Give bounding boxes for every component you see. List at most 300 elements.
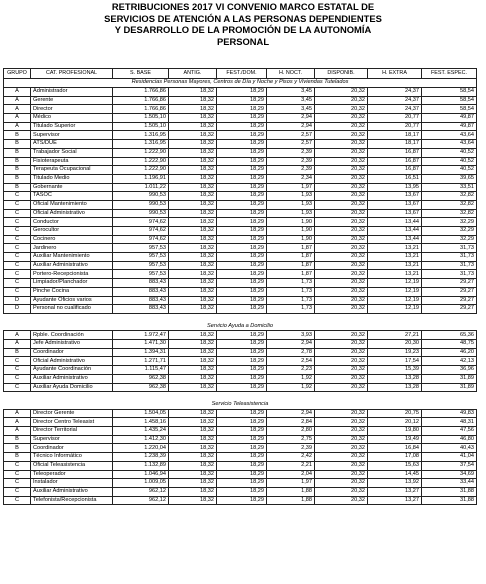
- table-cell: 1,92: [267, 374, 315, 383]
- table-cell: 2,84: [267, 418, 315, 427]
- table-cell: C: [4, 244, 31, 253]
- table-cell: 18,29: [217, 287, 267, 296]
- table-row: [4, 479, 477, 488]
- table-cell: 1.412,30: [113, 435, 169, 444]
- table-cell: D: [4, 305, 31, 314]
- table-cell: 18,29: [217, 105, 267, 114]
- table-cell: 2,39: [267, 166, 315, 175]
- table-cell: 49,87: [422, 114, 477, 123]
- header-cell: DISPONIB.: [315, 69, 368, 79]
- table-cell: Gobernante: [31, 183, 113, 192]
- table-cell: 32,82: [422, 192, 477, 201]
- table-cell: 962,12: [113, 487, 169, 496]
- table-cell: 20,32: [315, 305, 368, 314]
- table-cell: 13,21: [368, 253, 422, 262]
- table-cell: 20,32: [315, 105, 368, 114]
- table-cell: 18,32: [169, 409, 217, 418]
- table-cell: 1.009,05: [113, 479, 169, 488]
- title-line: RETRIBUCIONES 2017 VI CONVENIO MARCO ESTATAL DE: [111, 1, 375, 12]
- table-row: [4, 218, 477, 227]
- table-cell: 18,29: [217, 305, 267, 314]
- table-cell: 18,32: [169, 122, 217, 131]
- table-cell: 18,32: [169, 96, 217, 105]
- table-cell: 1.972,47: [113, 331, 169, 340]
- table-cell: 3,45: [267, 96, 315, 105]
- table-cell: Titulado Superior: [31, 122, 113, 131]
- table-cell: 18,32: [169, 261, 217, 270]
- table-cell: Auxiliar Ayuda Domicilio: [31, 383, 113, 392]
- table-row: [4, 296, 477, 305]
- table-cell: 20,32: [315, 253, 368, 262]
- table-cell: 18,29: [217, 174, 267, 183]
- table-row: [4, 366, 477, 375]
- table-cell: 1,97: [267, 479, 315, 488]
- table-cell: 20,32: [315, 174, 368, 183]
- table-cell: 18,32: [169, 157, 217, 166]
- table-row: [4, 244, 477, 253]
- table-row: [4, 287, 477, 296]
- table-cell: 1,93: [267, 209, 315, 218]
- table-cell: B: [4, 183, 31, 192]
- table-row: [4, 305, 477, 314]
- table-cell: 1,73: [267, 287, 315, 296]
- table-cell: 974,62: [113, 235, 169, 244]
- table-cell: 20,32: [315, 114, 368, 123]
- table-cell: 18,32: [169, 444, 217, 453]
- table-cell: 883,43: [113, 279, 169, 288]
- table-cell: B: [4, 453, 31, 462]
- table-row: [4, 383, 477, 392]
- table-cell: 2,94: [267, 340, 315, 349]
- table-cell: 18,29: [217, 192, 267, 201]
- table-cell: 1.238,39: [113, 453, 169, 462]
- table-cell: 18,29: [217, 348, 267, 357]
- table-cell: 18,29: [217, 253, 267, 262]
- table-cell: TASOC: [31, 192, 113, 201]
- table-cell: 3,45: [267, 105, 315, 114]
- table-cell: 20,32: [315, 427, 368, 436]
- table-cell: 18,32: [169, 383, 217, 392]
- table-cell: C: [4, 270, 31, 279]
- table-cell: C: [4, 496, 31, 505]
- table-cell: 20,32: [315, 383, 368, 392]
- table-cell: 1,88: [267, 487, 315, 496]
- table-cell: 13,28: [368, 383, 422, 392]
- section-gap: [4, 313, 477, 322]
- table-cell: Telefonista/Recepcionista: [31, 496, 113, 505]
- table-cell: 1.132,89: [113, 461, 169, 470]
- table-cell: 883,43: [113, 305, 169, 314]
- table-cell: C: [4, 366, 31, 375]
- table-cell: 12,19: [368, 296, 422, 305]
- table-cell: 20,32: [315, 357, 368, 366]
- table-cell: 18,32: [169, 357, 217, 366]
- table-cell: C: [4, 218, 31, 227]
- table-cell: 20,32: [315, 418, 368, 427]
- table-cell: 18,29: [217, 148, 267, 157]
- table-cell: 13,27: [368, 487, 422, 496]
- table-cell: Médico: [31, 114, 113, 123]
- header-cell: CAT. PROFESIONAL: [31, 69, 113, 79]
- header-cell: FEST. ESPEC.: [422, 69, 477, 79]
- table-cell: Teleoperador: [31, 470, 113, 479]
- table-cell: 18,32: [169, 200, 217, 209]
- table-cell: 18,29: [217, 209, 267, 218]
- section-heading-row: [4, 401, 477, 410]
- table-cell: Auxiliar Administrativo: [31, 374, 113, 383]
- table-cell: Técnico Informático: [31, 453, 113, 462]
- table-cell: 13,21: [368, 261, 422, 270]
- table-cell: 13,95: [368, 183, 422, 192]
- table-cell: 32,29: [422, 218, 477, 227]
- table-cell: 1.115,47: [113, 366, 169, 375]
- table-cell: Supervisor: [31, 435, 113, 444]
- table-cell: 46,20: [422, 348, 477, 357]
- table-cell: 20,32: [315, 287, 368, 296]
- table-cell: Cocinero: [31, 235, 113, 244]
- table-cell: 18,29: [217, 470, 267, 479]
- table-cell: 31,73: [422, 253, 477, 262]
- table-cell: 20,32: [315, 88, 368, 97]
- table-cell: 20,32: [315, 470, 368, 479]
- table-row: [4, 200, 477, 209]
- table-cell: 33,51: [422, 183, 477, 192]
- table-cell: 18,29: [217, 374, 267, 383]
- table-cell: Jefe Administrativo: [31, 340, 113, 349]
- table-cell: A: [4, 122, 31, 131]
- section-heading: Residencias Personas Mayores, Centros de Día y Noche y Pisos y Viviendas Tutelados: [4, 79, 477, 88]
- table-cell: C: [4, 253, 31, 262]
- table-cell: 957,53: [113, 253, 169, 262]
- table-cell: 20,32: [315, 261, 368, 270]
- gap-cell: [4, 392, 477, 401]
- table-cell: 18,32: [169, 418, 217, 427]
- table-cell: 18,29: [217, 244, 267, 253]
- table-cell: 1,87: [267, 261, 315, 270]
- table-row: [4, 253, 477, 262]
- table-cell: 19,49: [368, 435, 422, 444]
- table-cell: 41,04: [422, 453, 477, 462]
- table-cell: B: [4, 348, 31, 357]
- table-cell: 65,36: [422, 331, 477, 340]
- table-cell: 18,32: [169, 496, 217, 505]
- table-cell: 31,73: [422, 244, 477, 253]
- title-line: Y DESARROLLO DE LA PROMOCIÓN DE LA AUTONOMÍA: [114, 24, 372, 35]
- table-cell: A: [4, 427, 31, 436]
- table-cell: 16,87: [368, 148, 422, 157]
- table-cell: Pinche Cocina: [31, 287, 113, 296]
- table-cell: C: [4, 235, 31, 244]
- table-row: [4, 209, 477, 218]
- table-cell: 962,38: [113, 374, 169, 383]
- table-cell: 20,32: [315, 479, 368, 488]
- table-cell: 1.316,95: [113, 140, 169, 149]
- table-cell: 32,29: [422, 227, 477, 236]
- table-cell: C: [4, 357, 31, 366]
- table-cell: 31,73: [422, 270, 477, 279]
- table-row: [4, 427, 477, 436]
- table-cell: 20,32: [315, 157, 368, 166]
- table-cell: 18,32: [169, 227, 217, 236]
- table-cell: 1.394,31: [113, 348, 169, 357]
- table-cell: 18,29: [217, 261, 267, 270]
- table-cell: 13,27: [368, 496, 422, 505]
- table-cell: 990,53: [113, 200, 169, 209]
- table-cell: 18,32: [169, 218, 217, 227]
- table-cell: A: [4, 96, 31, 105]
- table-cell: 40,52: [422, 148, 477, 157]
- table-cell: Oficial Administrativo: [31, 209, 113, 218]
- table-cell: 18,32: [169, 287, 217, 296]
- table-row: [4, 114, 477, 123]
- table-cell: 12,19: [368, 305, 422, 314]
- table-cell: 31,88: [422, 496, 477, 505]
- table-cell: C: [4, 479, 31, 488]
- table-cell: 1,88: [267, 496, 315, 505]
- table-cell: 20,32: [315, 148, 368, 157]
- table-cell: 18,32: [169, 166, 217, 175]
- table-row: [4, 453, 477, 462]
- table-cell: 48,75: [422, 340, 477, 349]
- table-cell: 20,32: [315, 487, 368, 496]
- table-cell: 31,89: [422, 374, 477, 383]
- section-heading-row: [4, 322, 477, 331]
- table-cell: C: [4, 261, 31, 270]
- table-cell: 13,44: [368, 218, 422, 227]
- table-cell: Coordinador: [31, 348, 113, 357]
- table-row: [4, 174, 477, 183]
- table-cell: 36,96: [422, 366, 477, 375]
- table-cell: 1,92: [267, 383, 315, 392]
- table-cell: 20,32: [315, 122, 368, 131]
- table-cell: 43,64: [422, 131, 477, 140]
- table-cell: Auxiliar Administrativo: [31, 487, 113, 496]
- table-cell: 1.458,16: [113, 418, 169, 427]
- table-cell: Jardinero: [31, 244, 113, 253]
- table-row: [4, 88, 477, 97]
- table-cell: 20,32: [315, 218, 368, 227]
- table-cell: Supervisor: [31, 131, 113, 140]
- table-cell: 1,97: [267, 183, 315, 192]
- table-cell: 3,45: [267, 88, 315, 97]
- table-cell: 18,32: [169, 453, 217, 462]
- table-cell: 37,54: [422, 461, 477, 470]
- table-cell: 18,32: [169, 461, 217, 470]
- table-cell: 29,27: [422, 305, 477, 314]
- table-cell: 20,32: [315, 279, 368, 288]
- table-cell: 1.196,91: [113, 174, 169, 183]
- table-cell: A: [4, 418, 31, 427]
- table-row: [4, 183, 477, 192]
- table-cell: 18,32: [169, 479, 217, 488]
- table-cell: 29,27: [422, 279, 477, 288]
- table-cell: 34,69: [422, 470, 477, 479]
- table-cell: Director Gerente: [31, 409, 113, 418]
- table-cell: 20,32: [315, 453, 368, 462]
- table-cell: 18,29: [217, 88, 267, 97]
- table-cell: 20,32: [315, 435, 368, 444]
- table-cell: Director Centro Teleasist: [31, 418, 113, 427]
- table-cell: 18,32: [169, 131, 217, 140]
- table-cell: 18,32: [169, 279, 217, 288]
- table-cell: 1.435,24: [113, 427, 169, 436]
- table-cell: 20,30: [368, 340, 422, 349]
- table-cell: 2,94: [267, 122, 315, 131]
- table-cell: 974,62: [113, 218, 169, 227]
- table-row: [4, 166, 477, 175]
- table-cell: 2,57: [267, 140, 315, 149]
- table-cell: 18,29: [217, 166, 267, 175]
- table-cell: 18,29: [217, 218, 267, 227]
- table-cell: 18,29: [217, 435, 267, 444]
- table-cell: 2,23: [267, 366, 315, 375]
- table-cell: 1,87: [267, 253, 315, 262]
- table-cell: 18,29: [217, 270, 267, 279]
- table-cell: 18,17: [368, 140, 422, 149]
- table-cell: Auxiliar Mantenimiento: [31, 253, 113, 262]
- table-cell: 13,67: [368, 200, 422, 209]
- table-cell: 18,29: [217, 114, 267, 123]
- table-cell: 18,32: [169, 470, 217, 479]
- table-cell: 3,93: [267, 331, 315, 340]
- table-cell: Director: [31, 105, 113, 114]
- table-cell: ATS/DUE: [31, 140, 113, 149]
- table-cell: 18,32: [169, 140, 217, 149]
- table-cell: B: [4, 140, 31, 149]
- table-cell: 40,52: [422, 157, 477, 166]
- table-cell: 18,32: [169, 148, 217, 157]
- table-cell: 990,53: [113, 209, 169, 218]
- table-cell: 883,43: [113, 296, 169, 305]
- table-cell: 18,32: [169, 209, 217, 218]
- table-cell: 18,29: [217, 453, 267, 462]
- table-cell: C: [4, 227, 31, 236]
- table-cell: 1,73: [267, 279, 315, 288]
- table-row: [4, 444, 477, 453]
- table-cell: 974,62: [113, 227, 169, 236]
- table-cell: Instalador: [31, 479, 113, 488]
- table-cell: 957,53: [113, 244, 169, 253]
- table-cell: 2,04: [267, 470, 315, 479]
- table-cell: 1.766,86: [113, 105, 169, 114]
- table-cell: 18,32: [169, 374, 217, 383]
- table-cell: 18,29: [217, 418, 267, 427]
- table-cell: 13,21: [368, 270, 422, 279]
- table-cell: 1.046,94: [113, 470, 169, 479]
- table-cell: 20,32: [315, 209, 368, 218]
- table-cell: 14,45: [368, 470, 422, 479]
- table-cell: 42,13: [422, 357, 477, 366]
- table-cell: Trabajador Social: [31, 148, 113, 157]
- table-cell: C: [4, 374, 31, 383]
- table-cell: 12,19: [368, 279, 422, 288]
- table-body: [4, 79, 477, 505]
- table-cell: 18,29: [217, 157, 267, 166]
- table-row: [4, 270, 477, 279]
- table-cell: 2,80: [267, 427, 315, 436]
- table-cell: 2,42: [267, 453, 315, 462]
- table-cell: Director Territorial: [31, 427, 113, 436]
- table-cell: 18,29: [217, 96, 267, 105]
- table-cell: 18,29: [217, 340, 267, 349]
- table-cell: 18,32: [169, 88, 217, 97]
- table-cell: 17,08: [368, 453, 422, 462]
- table-cell: Rpble. Coordinación: [31, 331, 113, 340]
- table-cell: A: [4, 105, 31, 114]
- header-cell: ANTIG.: [169, 69, 217, 79]
- table-cell: 31,73: [422, 261, 477, 270]
- table-row: [4, 409, 477, 418]
- table-cell: 18,32: [169, 296, 217, 305]
- table-cell: 47,56: [422, 427, 477, 436]
- table-cell: 13,92: [368, 479, 422, 488]
- table-cell: 40,43: [422, 444, 477, 453]
- table-cell: C: [4, 209, 31, 218]
- table-cell: C: [4, 383, 31, 392]
- table-cell: 18,32: [169, 340, 217, 349]
- table-cell: 18,32: [169, 348, 217, 357]
- table-cell: 20,77: [368, 114, 422, 123]
- table-cell: 18,32: [169, 305, 217, 314]
- table-row: [4, 157, 477, 166]
- table-row: [4, 435, 477, 444]
- table-cell: 27,21: [368, 331, 422, 340]
- table-cell: 18,32: [169, 270, 217, 279]
- gap-cell: [4, 313, 477, 322]
- table-cell: 1,90: [267, 218, 315, 227]
- table-cell: 2,57: [267, 131, 315, 140]
- table-cell: C: [4, 279, 31, 288]
- table-row: [4, 131, 477, 140]
- table-cell: 18,29: [217, 122, 267, 131]
- table-cell: 17,54: [368, 357, 422, 366]
- table-row: [4, 461, 477, 470]
- table-cell: 18,29: [217, 279, 267, 288]
- table-cell: 1.222,90: [113, 166, 169, 175]
- table-cell: C: [4, 470, 31, 479]
- header-cell: H. EXTRA: [368, 69, 422, 79]
- table-cell: C: [4, 287, 31, 296]
- table-cell: B: [4, 444, 31, 453]
- table-cell: 18,29: [217, 383, 267, 392]
- table-cell: 18,29: [217, 461, 267, 470]
- table-cell: 2,94: [267, 409, 315, 418]
- table-cell: 12,19: [368, 287, 422, 296]
- table-cell: 18,32: [169, 114, 217, 123]
- table-cell: 20,32: [315, 270, 368, 279]
- table-cell: 18,29: [217, 296, 267, 305]
- table-cell: 1,73: [267, 305, 315, 314]
- table-cell: B: [4, 148, 31, 157]
- table-cell: 13,21: [368, 244, 422, 253]
- table-cell: 18,32: [169, 366, 217, 375]
- table-row: [4, 357, 477, 366]
- table-cell: 40,52: [422, 166, 477, 175]
- table-cell: Terapeuta Ocupacional: [31, 166, 113, 175]
- table-cell: A: [4, 331, 31, 340]
- table-cell: C: [4, 461, 31, 470]
- table-cell: Gerente: [31, 96, 113, 105]
- table-cell: 20,12: [368, 418, 422, 427]
- table-cell: Conductor: [31, 218, 113, 227]
- table-cell: 24,37: [368, 105, 422, 114]
- table-cell: 13,67: [368, 209, 422, 218]
- table-row: [4, 148, 477, 157]
- table-cell: 1.220,04: [113, 444, 169, 453]
- table-cell: 2,39: [267, 157, 315, 166]
- table-cell: 957,53: [113, 261, 169, 270]
- table-cell: 1,93: [267, 200, 315, 209]
